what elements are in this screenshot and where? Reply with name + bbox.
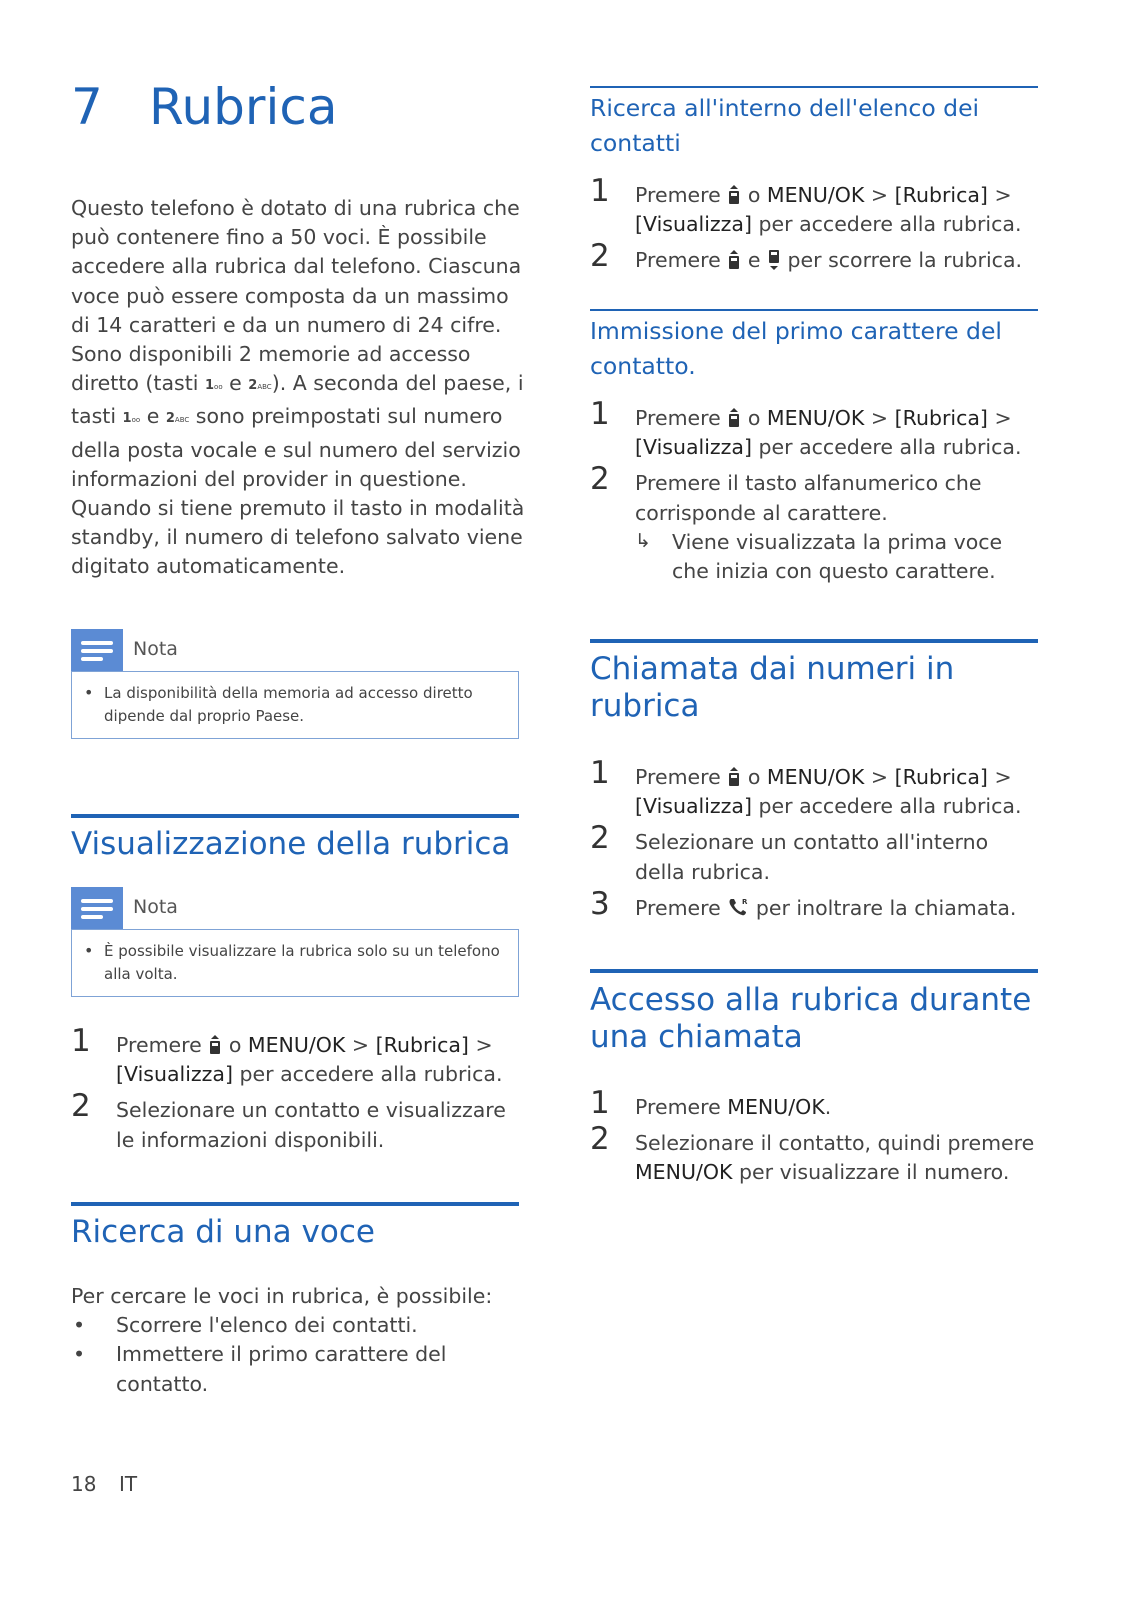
section-title-view: Visualizzazione della rubrica (71, 826, 511, 862)
subsection-rule (590, 309, 1038, 311)
section-title-during-call: Accesso alla rubrica durante una chiamata (590, 982, 1032, 1055)
step-item: 1 Premere MENU/OK. (590, 1085, 832, 1121)
call-steps (590, 755, 1038, 930)
phonebook-up-icon (727, 250, 741, 270)
result-arrow-icon: ↳ (635, 529, 651, 552)
section-rule (71, 1202, 519, 1206)
search-bullet-list (71, 1311, 519, 1399)
chapter-title: Rubrica (149, 78, 338, 136)
page-footer (71, 1472, 137, 1496)
search-list-steps (590, 173, 1038, 283)
subsection-rule (590, 86, 1038, 88)
step-item: 2 Selezionare il contatto, quindi premere MENU/OK per visualizzare il numero. (590, 1121, 1035, 1185)
key-2-icon: 2ABC (165, 411, 190, 427)
intro-text-1: Questo telefono è dotato di una rubrica che può contenere fino a 50 voci. È possibile accedere alla rubrica dal telefono. Ciascuna voce può essere composta da un massimo di 14 caratteri e da un numero di 24 cifre. Sono disponibili 2 memorie ad accesso diretto (tasti (71, 196, 522, 396)
step-item: 1 Premere o MENU/OK > [Rubrica] > [Visualizza] per accedere alla rubrica. (71, 1023, 503, 1087)
key-1-icon: 1oo (204, 378, 223, 394)
step-number: 1 (590, 1085, 610, 1121)
section-title-search: Ricerca di una voce (71, 1214, 375, 1250)
intro-and-1: e (229, 371, 242, 396)
step-number: 2 (590, 238, 610, 275)
step-item: 2 Premere il tasto alfanumerico che corrisponde al carattere. ↳ Viene visualizzata la prima voce che inizia con questo carattere. (590, 469, 1038, 586)
list-item: • Immettere il primo carattere del contatto. (71, 1340, 519, 1398)
section-title-call: Chiamata dai numeri in rubrica (590, 651, 955, 724)
phonebook-down-icon (767, 250, 781, 270)
step-item: 2 Selezionare un contatto e visualizzare le informazioni disponibili. (71, 1088, 506, 1152)
intro-text-2: ). A seconda del paese, i tasti (71, 371, 524, 429)
step-number: 3 (590, 885, 610, 922)
step-item: 2 Selezionare un contatto all'interno della rubrica. (590, 820, 989, 884)
chapter-heading (71, 78, 338, 136)
step-result: ↳ Viene visualizzata la prima voce che inizia con questo carattere. (635, 528, 1038, 586)
step-item: 2 Premere e per scorrere la rubrica. (590, 238, 1023, 275)
step-number: 1 (590, 173, 610, 209)
note-label: Nota (133, 638, 178, 660)
phonebook-up-icon (208, 1035, 222, 1055)
key-1-icon: 1oo (122, 411, 141, 427)
subsection-title-list: Ricerca all'interno dell'elenco dei contatti (590, 94, 980, 157)
step-number: 2 (590, 1121, 610, 1158)
step-item: 1 Premere o MENU/OK > [Rubrica] > [Visualizza] per accedere alla rubrica. (590, 173, 1022, 237)
phonebook-up-icon (727, 767, 741, 787)
chapter-number: 7 (71, 78, 103, 136)
step-item: 1 Premere o MENU/OK > [Rubrica] > [Visualizza] per accedere alla rubrica. (590, 396, 1022, 460)
step-number: 2 (590, 820, 610, 857)
note-memory (71, 629, 519, 739)
step-number: 2 (590, 461, 610, 498)
page-number: 18 (71, 1472, 97, 1496)
note-icon (71, 887, 123, 929)
step-number: 1 (71, 1023, 91, 1059)
step-number: 1 (590, 396, 610, 432)
first-char-steps (590, 396, 1038, 593)
intro-paragraph (71, 194, 531, 582)
step-number: 2 (71, 1088, 91, 1125)
language-code: IT (119, 1472, 138, 1496)
note-text: • La disponibilità della memoria ad accesso diretto dipende dal proprio Paese. (71, 671, 519, 739)
section-rule (590, 639, 1038, 643)
note-label: Nota (133, 896, 178, 918)
note-icon (71, 629, 123, 671)
phonebook-up-icon (727, 408, 741, 428)
view-steps (71, 1023, 519, 1162)
section-rule (590, 969, 1038, 973)
step-item: 3 Premere per inoltrare la chiamata. (590, 885, 1017, 922)
key-2-icon: 2ABC (248, 378, 272, 394)
subsection-title-first-char: Immissione del primo carattere del contatto. (590, 317, 1002, 380)
intro-text-3: sono preimpostati sul numero della posta vocale e sul numero del servizio informazioni del provider in questione. Quando si tiene premuto il tasto in modalità standby, il numero di telefono salvato viene digitato automaticamente. (71, 404, 525, 579)
step-number: 1 (590, 755, 610, 791)
step-item: 1 Premere o MENU/OK > [Rubrica] > [Visualizza] per accedere alla rubrica. (590, 755, 1022, 819)
search-intro: Per cercare le voci in rubrica, è possibile: • Scorrere l'elenco dei contatti. • Immettere il primo carattere del contatto. (71, 1282, 519, 1399)
during-call-steps (590, 1085, 1038, 1195)
phonebook-up-icon (727, 185, 741, 205)
intro-and-2: e (146, 404, 160, 429)
note-text: • È possibile visualizzare la rubrica solo su un telefono alla volta. (71, 929, 519, 997)
section-rule (71, 814, 519, 818)
list-item: • Scorrere l'elenco dei contatti. (71, 1311, 519, 1340)
call-key-icon (727, 896, 749, 918)
note-one-phone (71, 887, 519, 997)
